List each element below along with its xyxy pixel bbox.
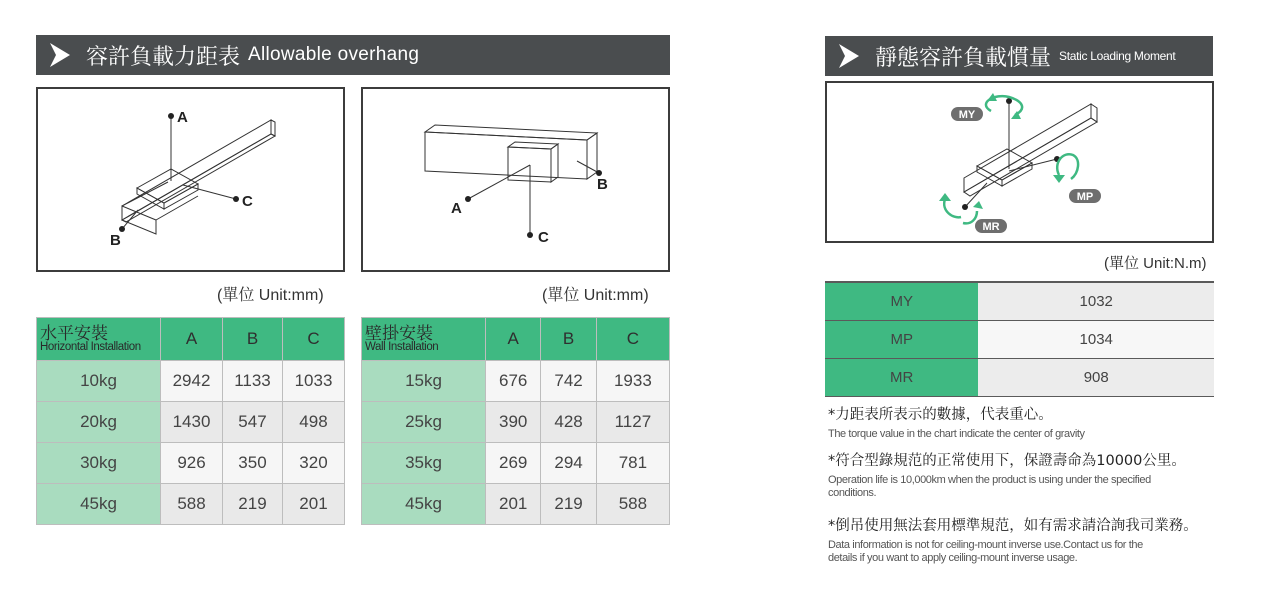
- value-cell: 1033: [282, 361, 344, 402]
- value-cell: 1127: [596, 402, 669, 443]
- load-cell: 30kg: [37, 443, 161, 484]
- horizontal-rail-illustration: [38, 89, 343, 270]
- label-c: C: [242, 193, 253, 210]
- table-row: [37, 402, 345, 443]
- table-header-row: [362, 318, 670, 361]
- badge-mp: [1069, 189, 1101, 203]
- horizontal-installation-table: [36, 317, 345, 525]
- unit-label-moment: (單位 Unit:N.m): [1104, 255, 1207, 272]
- note-en: Data information is not for ceiling-mount inverse use.Contact us for the details if you want to apply ceiling-mount inverse usage.: [828, 539, 1143, 565]
- left-section-banner: [36, 35, 670, 75]
- value-cell: 201: [486, 484, 541, 525]
- left-title-en: Allowable overhang: [248, 44, 420, 65]
- value-cell: 294: [541, 443, 596, 484]
- table-row: [362, 402, 670, 443]
- unit-label-wall: (單位 Unit:mm): [542, 287, 649, 304]
- column-header-b: B: [541, 318, 596, 361]
- value-cell: 588: [161, 484, 223, 525]
- value-cell: 781: [596, 443, 669, 484]
- label-a: A: [451, 200, 462, 217]
- load-cell: 20kg: [37, 402, 161, 443]
- static-moment-diagram: [825, 81, 1214, 243]
- value-cell: 219: [223, 484, 283, 525]
- moment-name-cell: MP: [825, 321, 978, 359]
- table-header-row: [37, 318, 345, 361]
- column-header-a: A: [486, 318, 541, 361]
- load-cell: 15kg: [362, 361, 486, 402]
- value-cell: 428: [541, 402, 596, 443]
- table-row: [362, 361, 670, 402]
- note-ceiling-mount: [828, 514, 1228, 565]
- table-row: [362, 484, 670, 525]
- column-header-c: C: [596, 318, 669, 361]
- note-zh: *倒吊使用無法套用標準規范，如有需求請洽詢我司業務。: [828, 518, 1198, 534]
- moment-name-cell: MR: [825, 359, 978, 397]
- value-cell: 1133: [223, 361, 283, 402]
- chevron-right-icon: [835, 43, 863, 69]
- label-mp: MP: [1076, 191, 1094, 203]
- moment-value-cell: 908: [978, 359, 1214, 397]
- static-moment-table: [825, 281, 1214, 397]
- value-cell: 201: [282, 484, 344, 525]
- load-cell: 25kg: [362, 402, 486, 443]
- value-cell: 219: [541, 484, 596, 525]
- value-cell: 350: [223, 443, 283, 484]
- chevron-right-icon: [46, 42, 74, 68]
- table-row: [37, 443, 345, 484]
- value-cell: 588: [596, 484, 669, 525]
- header-zh: 壁掛安裝: [365, 323, 433, 343]
- note-zh: *符合型錄規范的正常使用下，保證壽命為10000公里。: [828, 453, 1186, 469]
- right-section-banner: [825, 36, 1213, 76]
- value-cell: 269: [486, 443, 541, 484]
- load-cell: 35kg: [362, 443, 486, 484]
- note-en: The torque value in the chart indicate the center of gravity: [828, 428, 1085, 440]
- value-cell: 2942: [161, 361, 223, 402]
- load-cell: 45kg: [37, 484, 161, 525]
- table-header-label: [362, 318, 486, 361]
- table-row: [825, 321, 1214, 359]
- load-cell: 45kg: [362, 484, 486, 525]
- value-cell: 926: [161, 443, 223, 484]
- wall-rail-illustration: [363, 89, 668, 270]
- table-header-label: [37, 318, 161, 361]
- note-en: Operation life is 10,000km when the product is using under the specified conditions.: [828, 474, 1151, 500]
- header-zh: 水平安裝: [40, 323, 108, 343]
- note-operation-life: [828, 449, 1228, 500]
- label-b: B: [110, 232, 121, 249]
- wall-overhang-diagram: [361, 87, 670, 272]
- value-cell: 390: [486, 402, 541, 443]
- table-row: [825, 282, 1214, 321]
- value-cell: 320: [282, 443, 344, 484]
- label-c: C: [538, 229, 549, 246]
- value-cell: 1933: [596, 361, 669, 402]
- table-row: [362, 443, 670, 484]
- label-b: B: [597, 176, 608, 193]
- label-mr: MR: [982, 221, 1000, 233]
- moment-value-cell: 1034: [978, 321, 1214, 359]
- label-a: A: [177, 109, 188, 126]
- header-en: Wall Installation: [365, 340, 439, 353]
- horizontal-overhang-diagram: [36, 87, 345, 272]
- note-zh: *力距表所表示的數據，代表重心。: [828, 407, 1053, 423]
- column-header-c: C: [282, 318, 344, 361]
- right-title-en: Static Loading Moment: [1059, 49, 1176, 63]
- column-header-b: B: [223, 318, 283, 361]
- wall-installation-table: [361, 317, 670, 525]
- moment-value-cell: 1032: [978, 282, 1214, 321]
- table-row: [37, 361, 345, 402]
- table-row: [825, 359, 1214, 397]
- column-header-a: A: [161, 318, 223, 361]
- value-cell: 1430: [161, 402, 223, 443]
- value-cell: 547: [223, 402, 283, 443]
- moment-name-cell: MY: [825, 282, 978, 321]
- value-cell: 498: [282, 402, 344, 443]
- label-my: MY: [958, 109, 976, 121]
- moment-rail-illustration: [827, 83, 1212, 241]
- right-title-zh: 靜態容許負載慣量: [875, 45, 1052, 71]
- value-cell: 742: [541, 361, 596, 402]
- badge-my: [951, 107, 983, 121]
- table-row: [37, 484, 345, 525]
- badge-mr: [975, 219, 1007, 233]
- load-cell: 10kg: [37, 361, 161, 402]
- note-center-of-gravity: [828, 403, 1228, 441]
- left-title-zh: 容許負載力距表: [86, 44, 241, 70]
- header-en: Horizontal Installation: [40, 340, 141, 353]
- unit-label-horizontal: (單位 Unit:mm): [217, 287, 324, 304]
- value-cell: 676: [486, 361, 541, 402]
